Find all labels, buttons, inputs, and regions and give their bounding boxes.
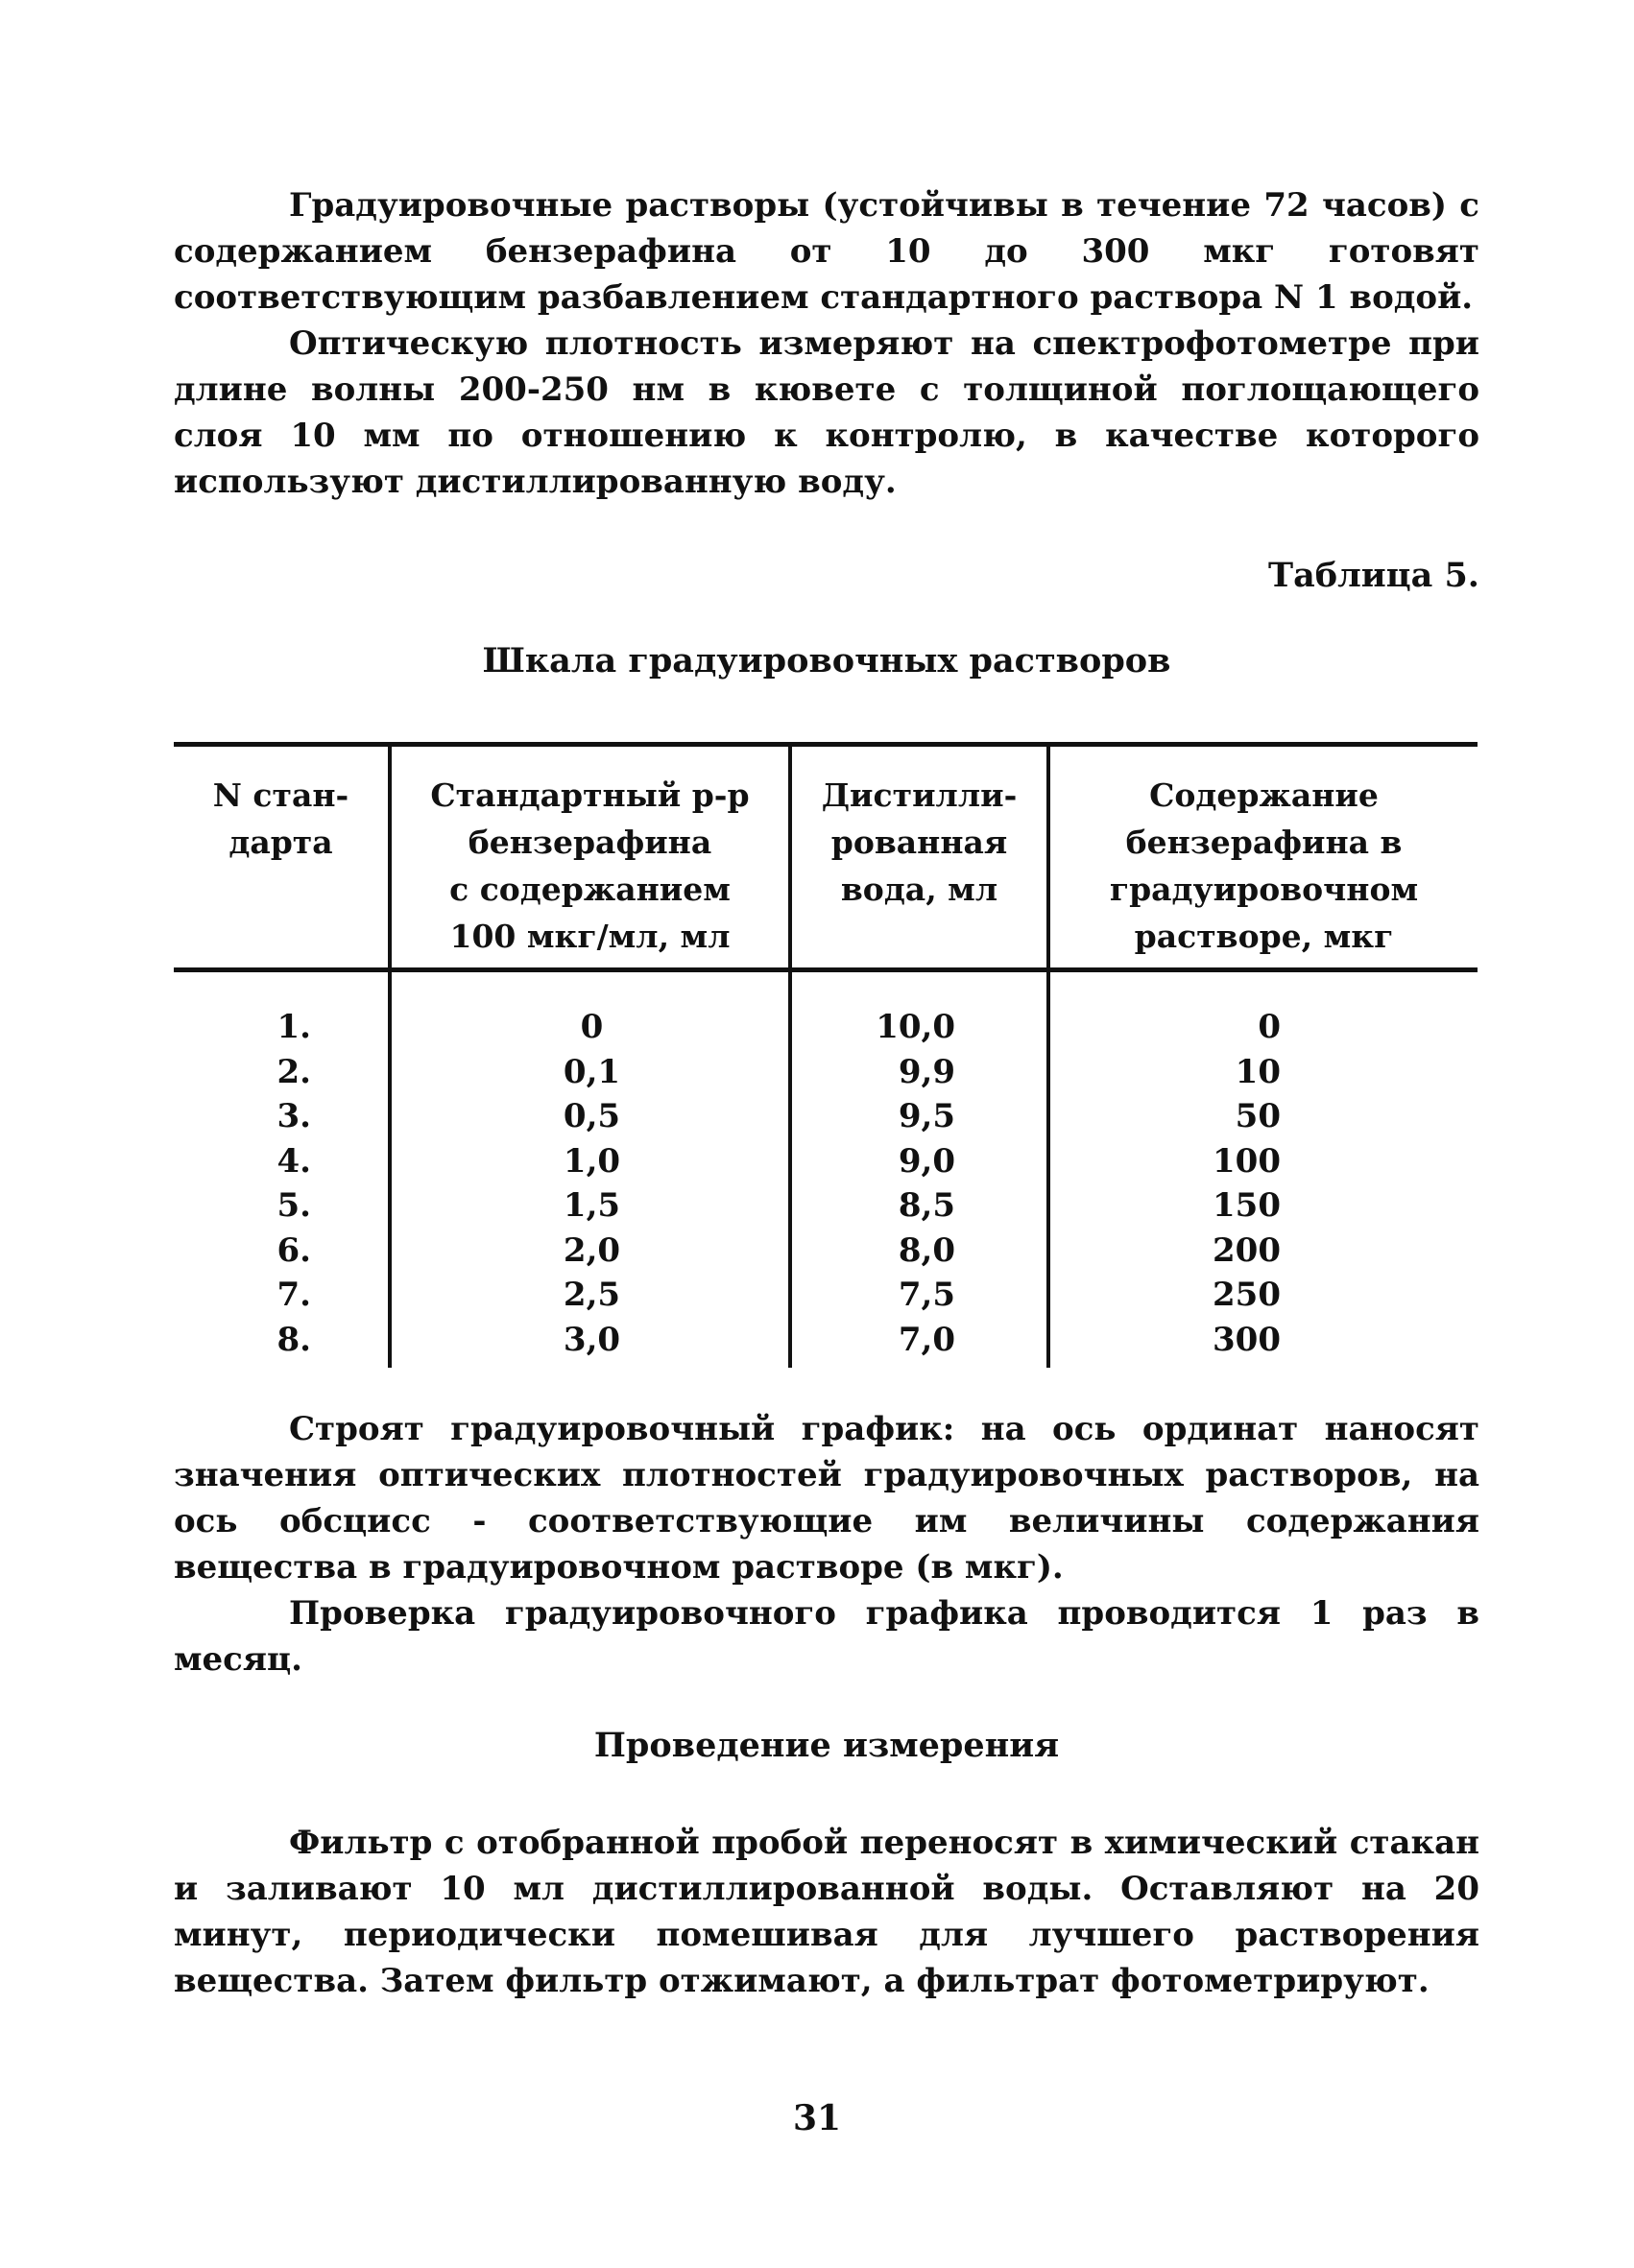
header-line: 100 мкг/мл, мл [449,918,731,955]
calibration-table [174,742,1478,1368]
table-row [174,1139,1478,1184]
cell-distilled-water: 8,5 [790,1183,1048,1229]
cell-standard-solution: 3,0 [390,1318,790,1369]
table-row [174,1183,1478,1229]
cell-content: 250 [1048,1273,1478,1318]
paragraph-calibration-solutions: Градуировочные растворы (устойчивы в течение 72 часов) с содержанием бензерафина от 10 до 300 мкг готовят соответствующим разбавлением стандартного раствора N 1 водой. [174,186,1479,317]
cell-standard-number: 8. [276,1320,311,1359]
header-line: бензерафина в [1125,824,1403,861]
table-row [174,1050,1478,1095]
header-standard-number [174,747,390,970]
header-line: бензерафина [468,824,712,861]
cell-content: 100 [1048,1139,1478,1184]
cell-standard-number: 5. [276,1186,311,1225]
cell-standard-solution: 0 [390,970,790,1050]
page-number: 31 [792,2098,842,2138]
header-line: N стан- [212,776,349,814]
cell-standard-number: 1. [276,1008,311,1046]
paragraph-optical-density: Оптическую плотность измеряют на спектрофотометре при длине волны 200-250 нм в кювете с толщиной поглощающего слоя 10 мм по отношению к контролю, в качестве которого используют дистиллированную воду. [174,324,1479,501]
cell-distilled-water: 7,5 [790,1273,1048,1318]
cell-standard-number: 7. [276,1276,311,1314]
table-row [174,970,1478,1050]
cell-standard-solution: 1,0 [390,1139,790,1184]
cell-standard-number: 4. [276,1141,311,1181]
cell-standard-number: 3. [276,1097,311,1135]
header-line: растворе, мкг [1134,918,1394,955]
cell-standard-solution: 0,5 [390,1094,790,1139]
cell-content: 10 [1048,1050,1478,1095]
table-row [174,1273,1478,1318]
header-line: рованная [830,824,1008,861]
header-content [1048,747,1478,970]
table-row [174,1229,1478,1274]
cell-content: 300 [1048,1318,1478,1369]
cell-content: 0 [1048,970,1478,1050]
paragraph-calibration-graph: Строят градуировочный график: на ось ординат наносят значения оптических плотностей градуировочных растворов, на ось обсцисс - соответствующие им величины содержания вещества в градуировочном растворе (в мкг). [174,1410,1479,1587]
cell-distilled-water: 7,0 [790,1318,1048,1369]
header-line: градуировочном [1109,871,1419,908]
header-line: Дистилли- [821,776,1018,814]
cell-distilled-water: 9,0 [790,1139,1048,1184]
cell-standard-number: 2. [276,1052,311,1091]
table-row [174,1094,1478,1139]
cell-content: 50 [1048,1094,1478,1139]
table-header-row [174,747,1478,970]
cell-distilled-water: 9,5 [790,1094,1048,1139]
cell-standard-solution: 1,5 [390,1183,790,1229]
cell-content: 150 [1048,1183,1478,1229]
cell-distilled-water: 10,0 [790,970,1048,1050]
measurement-text [174,1820,1479,2004]
header-line: дарта [228,824,333,861]
paragraph-measurement: Фильтр с отобранной пробой переносят в химический стакан и заливают 10 мл дистиллированной воды. Оставляют на 20 минут, периодически помешивая для лучшего растворения вещества. Затем фильтр отжимают, а фильтрат фотометрируют. [174,1824,1479,2000]
table-body [174,970,1478,1369]
section-title: Проведение измерения [593,1726,1060,1765]
cell-standard-solution: 2,0 [390,1229,790,1274]
header-standard-solution [390,747,790,970]
table-title: Шкала градуировочных растворов [482,641,1171,680]
header-line: Содержание [1149,776,1379,814]
cell-standard-number: 6. [276,1230,311,1270]
document-page [174,182,1479,2004]
cell-distilled-water: 9,9 [790,1050,1048,1095]
header-line: Стандартный р-р [430,776,750,814]
header-line: с содержанием [449,871,731,908]
cell-standard-solution: 2,5 [390,1273,790,1318]
table-caption: Таблица 5. [1268,556,1479,595]
paragraph-graph-check: Проверка градуировочного графика проводится 1 раз в месяц. [174,1594,1479,1679]
header-distilled-water [790,747,1048,970]
post-table-text [174,1406,1479,1683]
header-line: вода, мл [840,871,998,908]
cell-content: 200 [1048,1229,1478,1274]
cell-distilled-water: 8,0 [790,1229,1048,1274]
table-row [174,1318,1478,1369]
cell-standard-solution: 0,1 [390,1050,790,1095]
